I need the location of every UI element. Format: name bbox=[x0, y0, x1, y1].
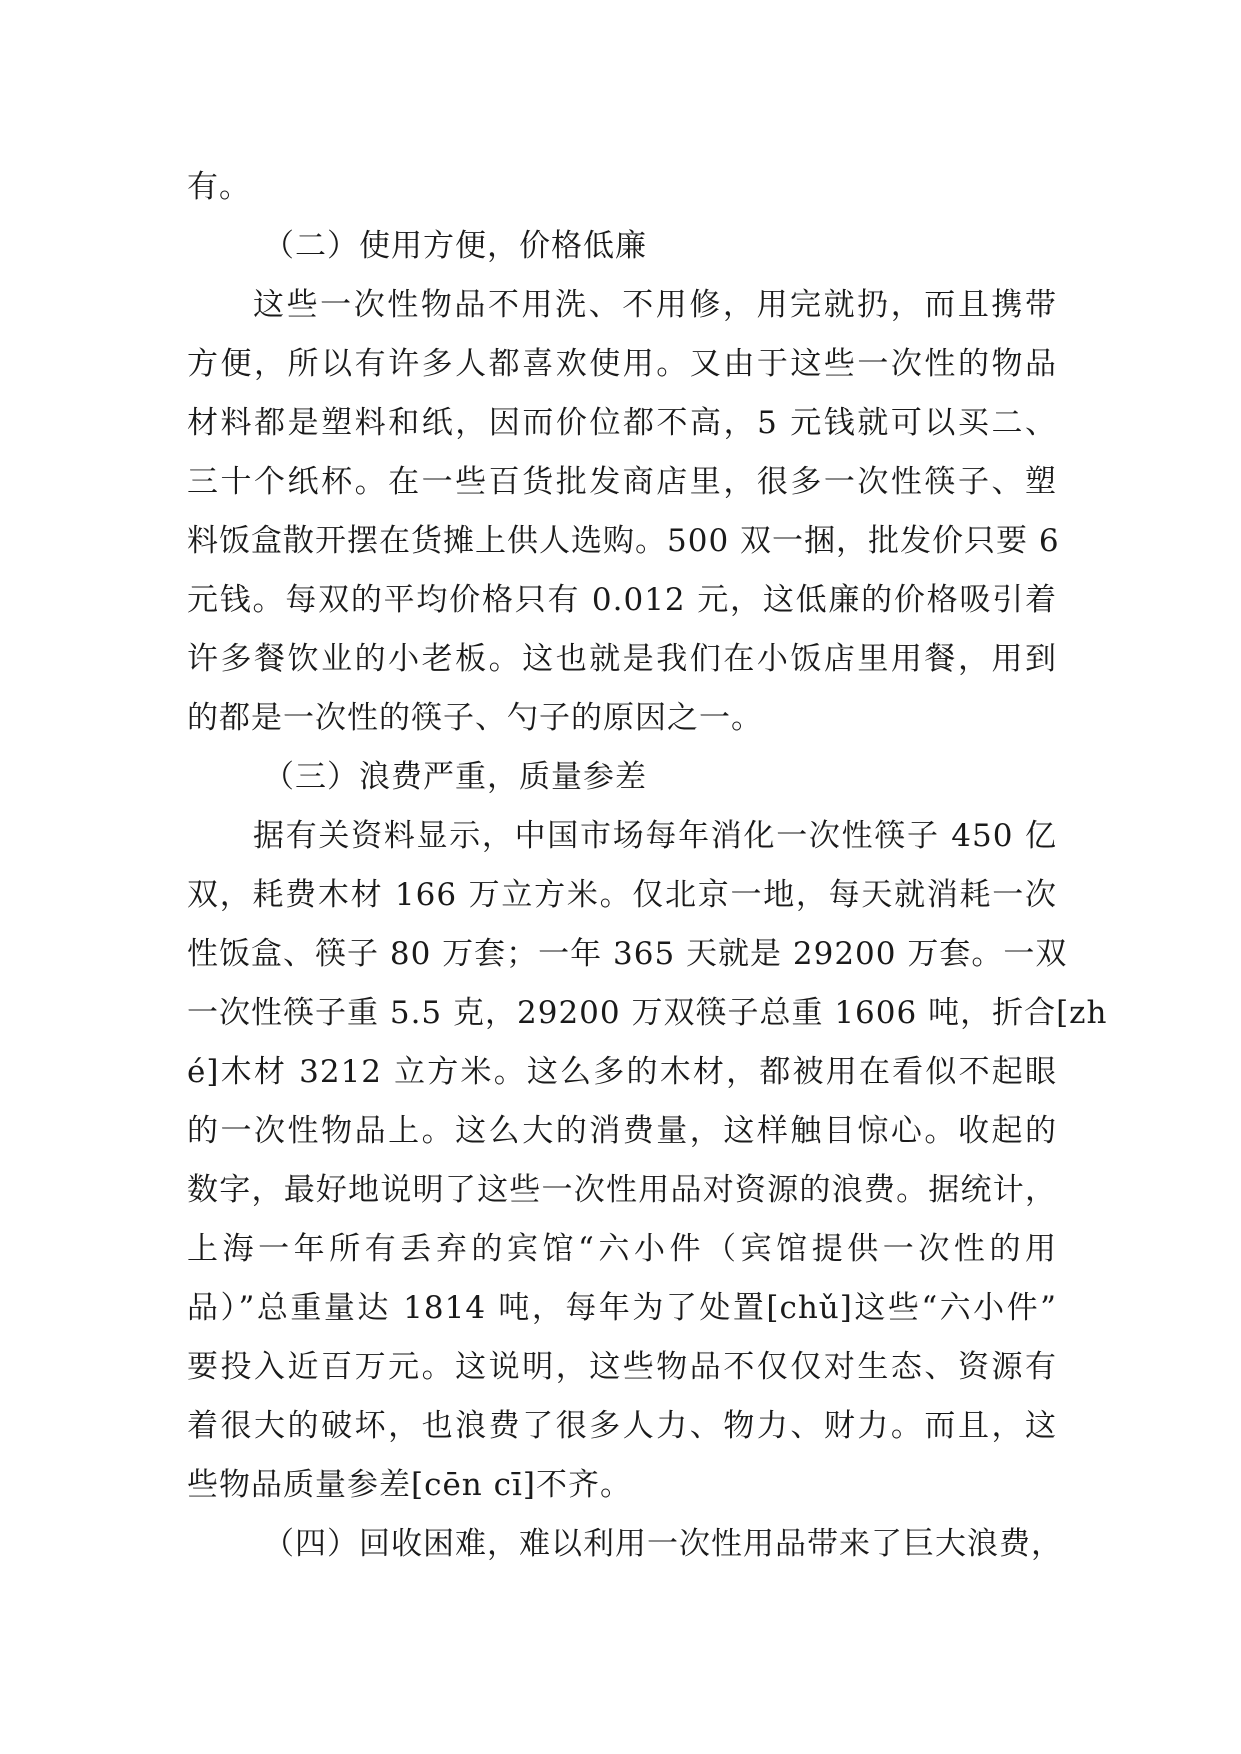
paragraph-line: 着很大的破坏，也浪费了很多人力、物力、财力。而且，这 bbox=[187, 1408, 1057, 1444]
paragraph-line: 数字，最好地说明了这些一次性用品对资源的浪费。据统计， bbox=[187, 1172, 1057, 1208]
section-heading: （四）回收困难，难以利用一次性用品带来了巨大浪费， bbox=[263, 1526, 1063, 1562]
paragraph-line: 料饭盒散开摆在货摊上供人选购。500 双一捆，批发价只要 6 bbox=[187, 523, 1060, 559]
paragraph-line: 材料都是塑料和纸，因而价位都不高，5 元钱就可以买二、 bbox=[187, 405, 1057, 441]
document-body bbox=[187, 158, 1108, 1574]
paragraph-line: 许多餐饮业的小老板。这也就是我们在小饭店里用餐，用到 bbox=[187, 641, 1057, 677]
paragraph-line: 三十个纸杯。在一些百货批发商店里，很多一次性筷子、塑 bbox=[187, 464, 1057, 500]
paragraph-line: 的一次性物品上。这么大的消费量，这样触目惊心。收起的 bbox=[187, 1113, 1057, 1149]
paragraph-line: 些物品质量参差[cēn cī]不齐。 bbox=[187, 1467, 632, 1503]
paragraph-line: é]木材 3212 立方米。这么多的木材，都被用在看似不起眼 bbox=[187, 1054, 1057, 1090]
section-heading: （二）使用方便，价格低廉 bbox=[263, 228, 647, 264]
paragraph-line: 方便，所以有许多人都喜欢使用。又由于这些一次性的物品 bbox=[187, 346, 1057, 382]
paragraph-line: 的都是一次性的筷子、勺子的原因之一。 bbox=[187, 700, 763, 736]
paragraph-line: 双，耗费木材 166 万立方米。仅北京一地，每天就消耗一次 bbox=[187, 877, 1057, 913]
paragraph-line: 品）”总重量达 1814 吨，每年为了处置[chǔ]这些“六小件” bbox=[187, 1290, 1057, 1326]
paragraph-line: 元钱。每双的平均价格只有 0.012 元，这低廉的价格吸引着 bbox=[187, 582, 1057, 618]
paragraph-line: 要投入近百万元。这说明，这些物品不仅仅对生态、资源有 bbox=[187, 1349, 1057, 1385]
paragraph-line: 一次性筷子重 5.5 克，29200 万双筷子总重 1606 吨，折合[zh bbox=[187, 995, 1108, 1031]
section-heading: （三）浪费严重，质量参差 bbox=[263, 759, 647, 795]
paragraph-line: 性饭盒、筷子 80 万套；一年 365 天就是 29200 万套。一双 bbox=[187, 936, 1068, 972]
paragraph-line: 据有关资料显示，中国市场每年消化一次性筷子 450 亿 bbox=[253, 818, 1057, 854]
paragraph-line: 这些一次性物品不用洗、不用修，用完就扔，而且携带 bbox=[253, 287, 1057, 323]
paragraph-line: 有。 bbox=[187, 169, 251, 205]
paragraph-line: 上海一年所有丢弃的宾馆“六小件（宾馆提供一次性的用 bbox=[187, 1231, 1057, 1267]
